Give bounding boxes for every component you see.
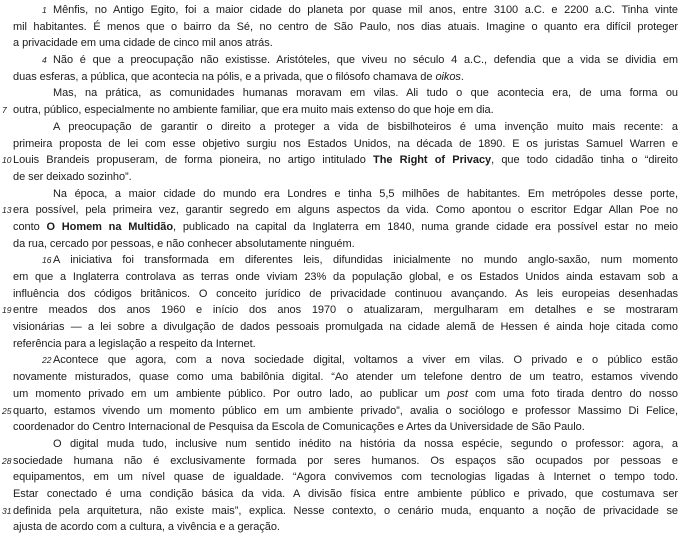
body-text: primeira proposta de lei com esse objetivo surgiu nos Estados Unidos, na década de 1890. E os juristas Samuel Warren e (13, 137, 678, 150)
text-line-7 (2, 102, 678, 119)
body-text: um momento privado em um ambiente público. Por outro lado, ao publicar um (13, 387, 448, 400)
text-line-29 (13, 469, 678, 486)
text-line-10 (2, 152, 678, 169)
text-line-12 (13, 186, 678, 203)
body-text: definida pela arquitetura, não existe mais”, explica. Nesse contexto, o cenário muda, enquanto a noção de privacidade se (13, 504, 678, 517)
body-text: conto (13, 220, 47, 233)
line-number-13: 13 (2, 205, 12, 216)
body-text: A iniciativa foi transformada em diferentes leis, difundidas inicialmente no mundo anglo-saxão, num momento (53, 254, 678, 267)
body-text: equipamentos, em um nível quase de igualdade. “Agora convivemos com tecnologias ligadas à Internet o tempo todo. (13, 471, 678, 484)
body-text: mil habitantes. É menos que o bairro da Sé, no centro de São Paulo, nos dias atuais. Imagine o quanto era difícil proteger (13, 20, 678, 33)
line-number-22: 22 (42, 355, 52, 366)
body-text: Acontece que agora, com a nova sociedade digital, voltamos a viver em vilas. O privado e o público estão (53, 354, 678, 367)
text-line-20 (13, 319, 678, 336)
bold-text: O Homem na Multidão (46, 220, 174, 233)
body-text: A preocupação de garantir o direito a proteger a vida de bisbilhoteiros é uma invenção muito mais recente: a (53, 120, 678, 133)
body-text: Louis Brandeis propuseram, de forma pioneira, no artigo intitulado (13, 154, 374, 167)
body-text: Mas, na prática, as comunidades humanas moravam em vilas. Ali tudo o que acontecia era, de uma forma ou (53, 87, 678, 100)
body-text: , que todo cidadão tinha o “direito (491, 154, 678, 167)
text-line-19 (2, 302, 678, 319)
body-text: da rua, cercado por pessoas, e não conhecer absolutamente ninguém. (13, 237, 355, 250)
text-line-18 (13, 286, 678, 303)
body-text: , publicado na capital da Inglaterra em 1840, numa grande cidade era possível estar no meio (173, 220, 678, 233)
body-text: visionárias — a lei sobre a divulgação de dados pessoais promulgada na cidade alemã de Hessen é ainda hoje citada como (13, 321, 678, 334)
body-text: . (460, 70, 464, 83)
text-line-24 (13, 386, 678, 403)
text-line-11 (13, 169, 678, 186)
body-text: de ser deixado sozinho”. (13, 170, 132, 183)
body-text: quarto, estamos vivendo um momento público em um ambiente privado”, avalia o sociólogo e professor Massimo Di Felice, (13, 404, 678, 417)
text-line-22 (13, 352, 678, 369)
text-line-4 (13, 52, 678, 69)
body-text: Na época, a maior cidade do mundo era Londres e tinha 5,5 milhões de habitantes. Em metrópoles desse porte, (53, 187, 678, 200)
text-line-1 (13, 2, 678, 19)
text-line-25 (2, 403, 678, 420)
line-number-7: 7 (2, 105, 7, 116)
body-text: Estar conectado é uma condição básica da vida. A divisão física entre ambiente público e privado, que costumava ser (13, 487, 678, 500)
text-line-8 (13, 119, 678, 136)
text-line-6 (13, 85, 678, 102)
text-line-30 (13, 486, 678, 503)
text-line-17 (13, 269, 678, 286)
body-text: novamente misturados, quase como uma babilônia digital. “Ao atender um telefone dentro de um teatro, estamos vivendo (13, 371, 678, 384)
body-text: coordenador do Centro Internacional de Pesquisa da Escola de Comunicações e Artes da Universidade de São Paulo. (13, 421, 585, 434)
text-line-31 (2, 503, 678, 520)
body-text: referência para a legislação a respeito da Internet. (13, 337, 256, 350)
line-number-16: 16 (42, 255, 52, 266)
line-number-31: 31 (2, 505, 12, 516)
line-number-10: 10 (2, 155, 12, 166)
text-line-3 (13, 35, 678, 52)
body-text: influência dos códigos britânicos. O conceito jurídico de privacidade continuou avançando. As leis europeias desenhadas (13, 287, 678, 300)
italic-text: oikos (435, 70, 461, 83)
text-line-16 (13, 252, 678, 269)
text-body (2, 2, 678, 536)
text-line-23 (13, 369, 678, 386)
body-text: era possível, pela primeira vez, garantir segredo em alguns aspectos da vida. Como apontou o escritor Edgar Allan Poe no (13, 204, 678, 217)
text-line-21 (13, 336, 678, 353)
text-line-28 (2, 453, 678, 470)
text-line-15 (13, 236, 678, 253)
line-number-4: 4 (42, 55, 47, 66)
body-text: em que a Inglaterra controlava as terras onde viviam 23% da população global, e os Estados Unidos ainda estavam sob a (13, 271, 678, 283)
bold-text: The Right of Privacy (373, 154, 492, 167)
body-text: Mênfis, no Antigo Egito, foi a maior cidade do planeta por quase mil anos, entre 3100 a.C. e 2200 a.C. Tinha vinte (53, 4, 678, 16)
line-number-19: 19 (2, 305, 12, 316)
body-text: outra, público, especialmente no ambiente familiar, que era muito mais extenso do que hoje em dia. (13, 104, 494, 117)
body-text: ajusta de acordo com a cultura, a vivência e a geração. (13, 521, 280, 534)
text-line-32 (13, 519, 678, 536)
body-text: entre meados dos anos 1960 e início dos anos 1970 o atualizaram, mergulharam em detalhes e se mostraram (13, 304, 678, 317)
text-line-13 (2, 202, 678, 219)
body-text: a privacidade em uma cidade de cinco mil anos atrás. (13, 37, 273, 50)
text-line-9 (13, 136, 678, 153)
body-text: com uma foto tirada dentro do nosso (467, 387, 678, 400)
text-line-5 (13, 69, 678, 86)
text-line-14 (13, 219, 678, 236)
text-line-27 (13, 436, 678, 453)
text-line-2 (13, 19, 678, 36)
line-number-28: 28 (2, 455, 12, 466)
body-text: duas esferas, a pública, que acontecia na pólis, e a privada, que o filósofo chamava de (13, 70, 436, 83)
line-number-1: 1 (42, 5, 47, 15)
body-text: sociedade humana não é exclusivamente formada por seres humanos. Os espaços são ocupados por pessoas e (13, 454, 678, 467)
text-line-26 (13, 419, 678, 436)
body-text: Não é que a preocupação não existisse. Aristóteles, que viveu no século 4 a.C., defendia que a vida se dividia em (53, 54, 678, 67)
italic-text: post (447, 387, 468, 400)
body-text: O digital muda tudo, inclusive num sentido inédito na história da nossa espécie, segundo o professor: agora, a (53, 437, 678, 450)
line-number-25: 25 (2, 405, 12, 416)
